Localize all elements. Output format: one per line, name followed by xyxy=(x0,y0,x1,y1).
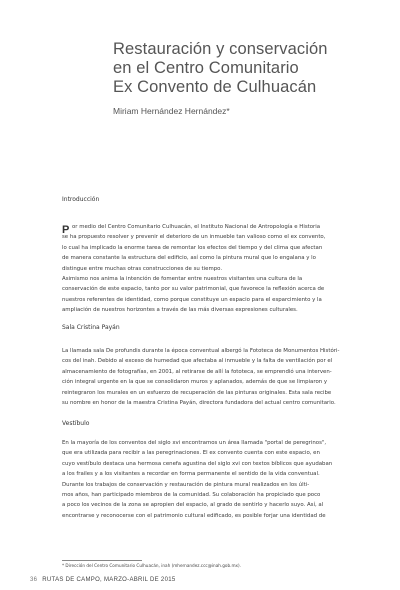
title-line: Restauración y conservación xyxy=(113,40,328,58)
text-line: se ha propuesto resolver y prevenir el deterioro de un inmueble tan valioso como el ex convento, xyxy=(62,234,326,241)
text-line: ción integral urgente en la que se consolidaron muros y aplanados, además de que se limpiaron y xyxy=(62,379,328,386)
page-footer xyxy=(30,577,175,583)
text-line: cos del inah. Debido al exceso de humedad que afectaba al inmueble y la falta de ventilación por el xyxy=(62,358,333,365)
title-line: en el Centro Comunitario xyxy=(113,59,299,77)
section-heading-vestibulo: Vestíbulo xyxy=(62,420,90,427)
text-line: que era utilizada para recibir a las peregrinaciones. El ex convento cuenta con este espacio, en xyxy=(62,450,320,457)
text-line: Asimismo nos anima la intención de fomentar entre nuestros visitantes una cultura de la xyxy=(62,276,303,282)
text-line: En la mayoría de los conventos del siglo xvi encontramos un área llamada "portal de peregrinos", xyxy=(62,440,327,446)
section-heading-introduccion: Introducción xyxy=(62,196,100,203)
text-line: Durante los trabajos de conservación y restauración de pintura mural realizados en los últi- xyxy=(62,481,310,488)
footnote-divider xyxy=(62,560,142,561)
text-line: distingue entre muchas otras construcciones de su tiempo. xyxy=(62,265,223,272)
text-line: ampliación de nuestros horizontes a través de las más diversas expresiones culturales. xyxy=(62,307,298,314)
intro-paragraph-1-first-line xyxy=(72,222,344,232)
text-line: cuyo vestíbulo destaca una hermosa cenefa agustina del siglo xvi con textos bíblicos que ayudaban xyxy=(62,460,333,467)
text-line: encontrarse y reconocerse con el patrimonio cultural edificado, es posible forjar una identidad de xyxy=(62,512,326,519)
text-line: de manera constante la estructura del edificio, así como la pintura mural que lo engalana y lo xyxy=(62,255,316,262)
text-line: or medio del Centro Comunitario Culhuacán, el Instituto Nacional de Antropología e Historia xyxy=(72,224,321,230)
sala-paragraph xyxy=(62,346,344,408)
drop-cap: P xyxy=(62,224,70,236)
text-line: almacenamiento de fotografías, en 2001, al retirarse de allí la fototeca, se emprendió una interven- xyxy=(62,368,332,375)
text-line: La llamada sala De profundis durante la época conventual albergó la Fototeca de Monumentos Históri- xyxy=(62,348,340,354)
running-title: RUTAS DE CAMPO, MARZO-ABRIL DE 2015 xyxy=(42,577,176,583)
page-number: 36 xyxy=(30,577,38,583)
text-line: a poco los vecinos de la zona se apropien del espacio, al grado de sentirlo y hacerlo suyo. Así, al xyxy=(62,502,324,509)
text-line: su nombre en honor de la maestra Cristina Payán, directora fundadora del actual centro comunitario. xyxy=(62,400,336,407)
intro-paragraph-1 xyxy=(62,232,344,274)
footnote: * Dirección del Centro Comunitario Culhuacán, inah (mhernandez.ccc@inah.gob.mx). xyxy=(62,563,241,568)
intro-paragraph-2 xyxy=(62,274,344,316)
text-line: a los frailes y a los visitantes a recordar en forma permanente el sentido de la vida conventual. xyxy=(62,471,320,478)
text-line: mos años, han participado miembros de la comunidad. Su colaboración ha propiciado que poco xyxy=(62,492,321,499)
author-name: Miriam Hernández Hernández* xyxy=(113,106,230,116)
vestibulo-paragraph xyxy=(62,438,344,521)
text-line: lo cual ha implicado la enorme tarea de remontar los efectos del tiempo y del clima que afectan xyxy=(62,244,323,251)
article-title xyxy=(113,40,373,97)
title-line: Ex Convento de Culhuacán xyxy=(113,78,317,96)
text-line: reintegraron los murales en un esfuerzo de recuperación de las pinturas originales. Esta sala recibe xyxy=(62,389,332,396)
section-heading-sala-cristina-payan: Sala Cristina Payán xyxy=(62,324,120,331)
text-line: nuestros referentes de identidad, como porque constituye un espacio para el esparcimiento y la xyxy=(62,296,322,303)
text-line: conservación de este espacio, tanto por su valor patrimonial, que favorece la reflexión acerca de xyxy=(62,286,325,293)
